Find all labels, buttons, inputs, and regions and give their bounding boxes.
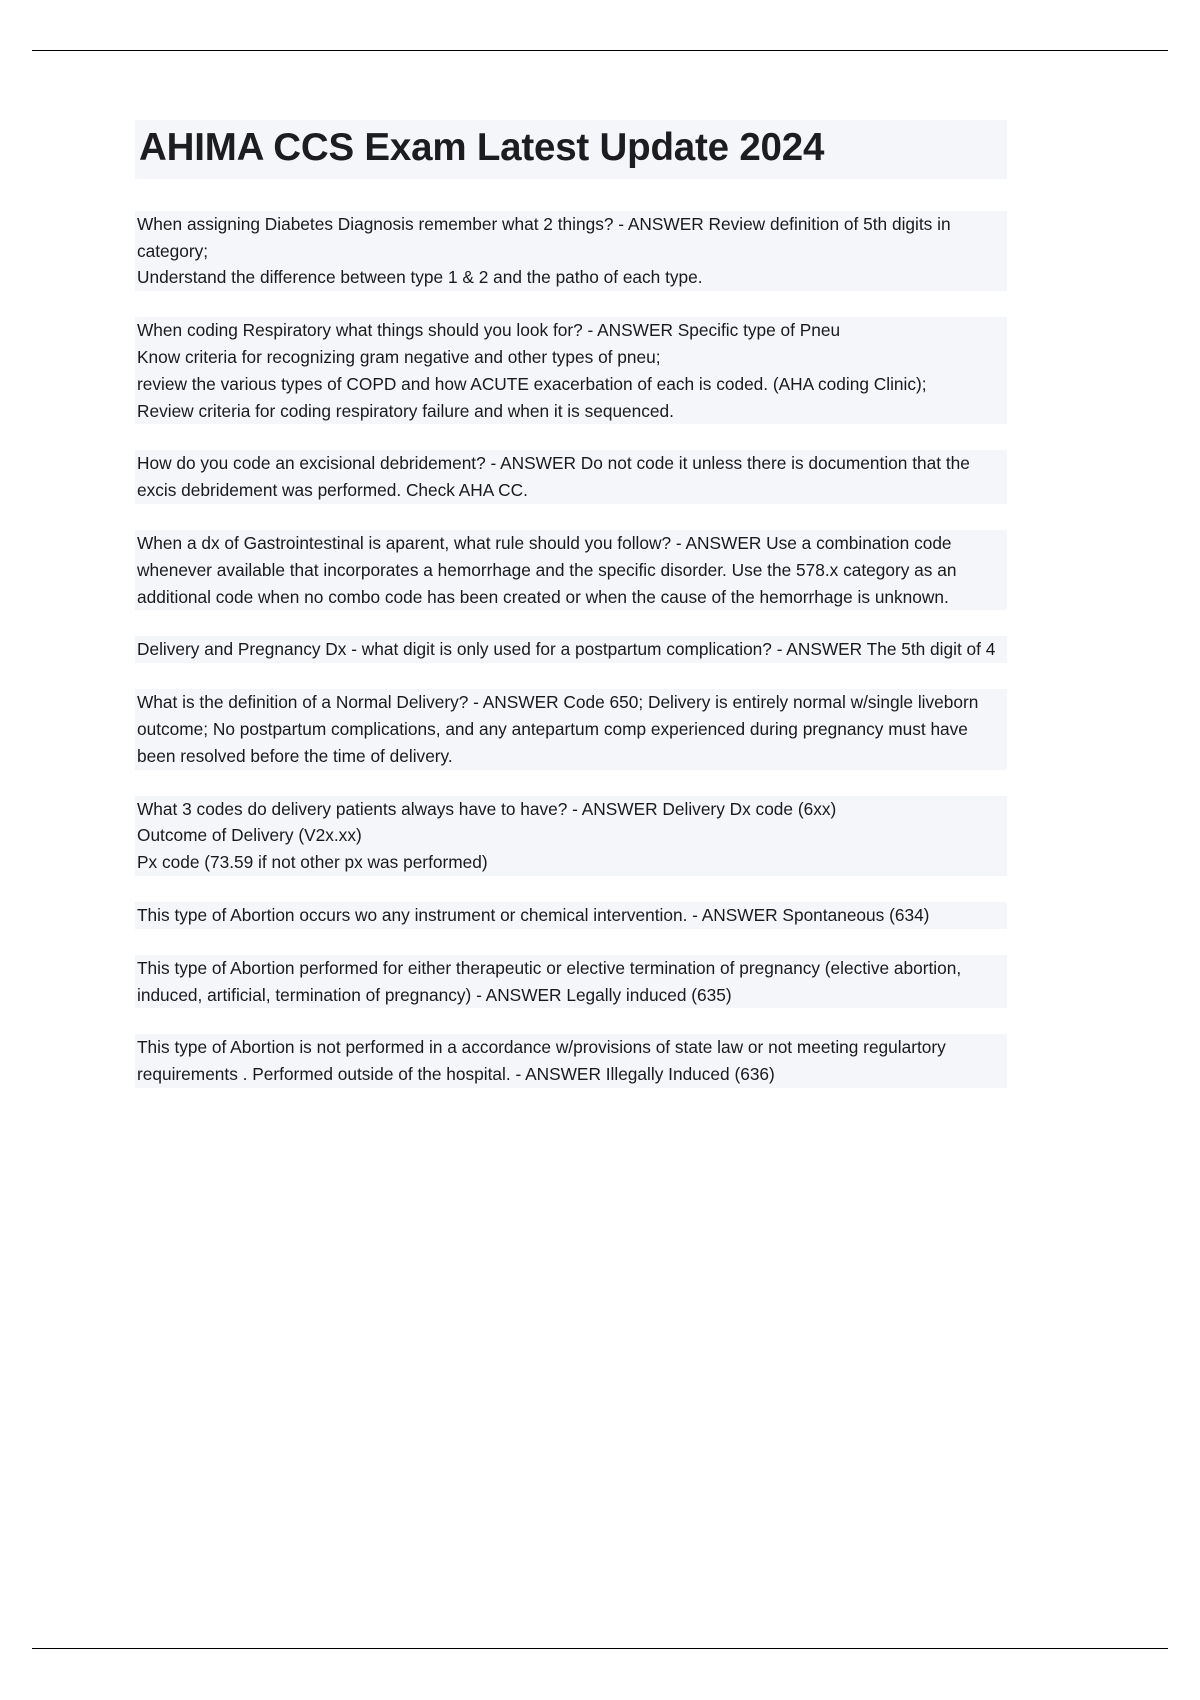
qa-line: How do you code an excisional debridement? - ANSWER Do not code it unless there is documention that the excis debridement was performed. Check AHA CC.: [137, 453, 970, 501]
qa-line: Outcome of Delivery (V2x.xx): [137, 825, 362, 846]
qa-line: When a dx of Gastrointestinal is aparent, what rule should you follow? - ANSWER Use a combination code whenever available that incorporates a hemorrhage and the specific disorder. Use the 578.x category as an additional code when no combo code has been created or when the cause of the hemorrhage is unknown.: [137, 533, 957, 607]
qa-legally-induced-abortion: [135, 955, 1007, 1009]
qa-diabetes: [135, 211, 1007, 291]
qa-line: Know criteria for recognizing gram negative and other types of pneu;: [137, 347, 661, 368]
qa-line: What 3 codes do delivery patients always have to have? - ANSWER Delivery Dx code (6xx): [137, 798, 837, 819]
qa-normal-delivery: [135, 689, 1007, 769]
qa-illegally-induced-abortion: [135, 1034, 1007, 1088]
qa-line: Understand the difference between type 1 & 2 and the patho of each type.: [137, 267, 703, 288]
qa-spontaneous-abortion: [135, 902, 1007, 929]
qa-three-delivery-codes: [135, 796, 1007, 876]
qa-line: When assigning Diabetes Diagnosis remember what 2 things? - ANSWER Review definition of 5th digits in category;: [137, 213, 951, 261]
qa-line: Px code (73.59 if not other px was performed): [137, 852, 488, 873]
qa-line: review the various types of COPD and how ACUTE exacerbation of each is coded. (AHA coding Clinic);: [137, 373, 927, 394]
page-title: AHIMA CCS Exam Latest Update 2024: [135, 120, 1007, 179]
qa-line: This type of Abortion performed for either therapeutic or elective termination of pregnancy (elective abortion, induced, artificial, termination of pregnancy) - ANSWER Legally induced (635): [137, 957, 962, 1005]
qa-line: When coding Respiratory what things should you look for? - ANSWER Specific type of Pneu: [137, 320, 841, 341]
qa-line: Delivery and Pregnancy Dx - what digit is only used for a postpartum complication? - ANSWER The 5th digit of 4: [137, 639, 996, 660]
header-divider: [32, 50, 1168, 51]
qa-line: This type of Abortion is not performed in a accordance w/provisions of state law or not meeting regulartory requirements . Performed outside of the hospital. - ANSWER Illegally Induced (636): [137, 1037, 946, 1085]
qa-line: This type of Abortion occurs wo any instrument or chemical intervention. - ANSWER Spontaneous (634): [137, 905, 930, 926]
document-content: [135, 120, 1007, 1114]
qa-line: Review criteria for coding respiratory failure and when it is sequenced.: [137, 400, 674, 421]
qa-postpartum-digit: [135, 636, 1007, 663]
qa-excisional-debridement: [135, 450, 1007, 504]
footer-divider: [32, 1648, 1168, 1649]
qa-respiratory: [135, 317, 1007, 424]
qa-gastrointestinal: [135, 530, 1007, 610]
qa-line: What is the definition of a Normal Delivery? - ANSWER Code 650; Delivery is entirely normal w/single liveborn outcome; No postpartum complications, and any antepartum comp experienced during pregnancy must have been resolved before the time of delivery.: [137, 692, 979, 766]
